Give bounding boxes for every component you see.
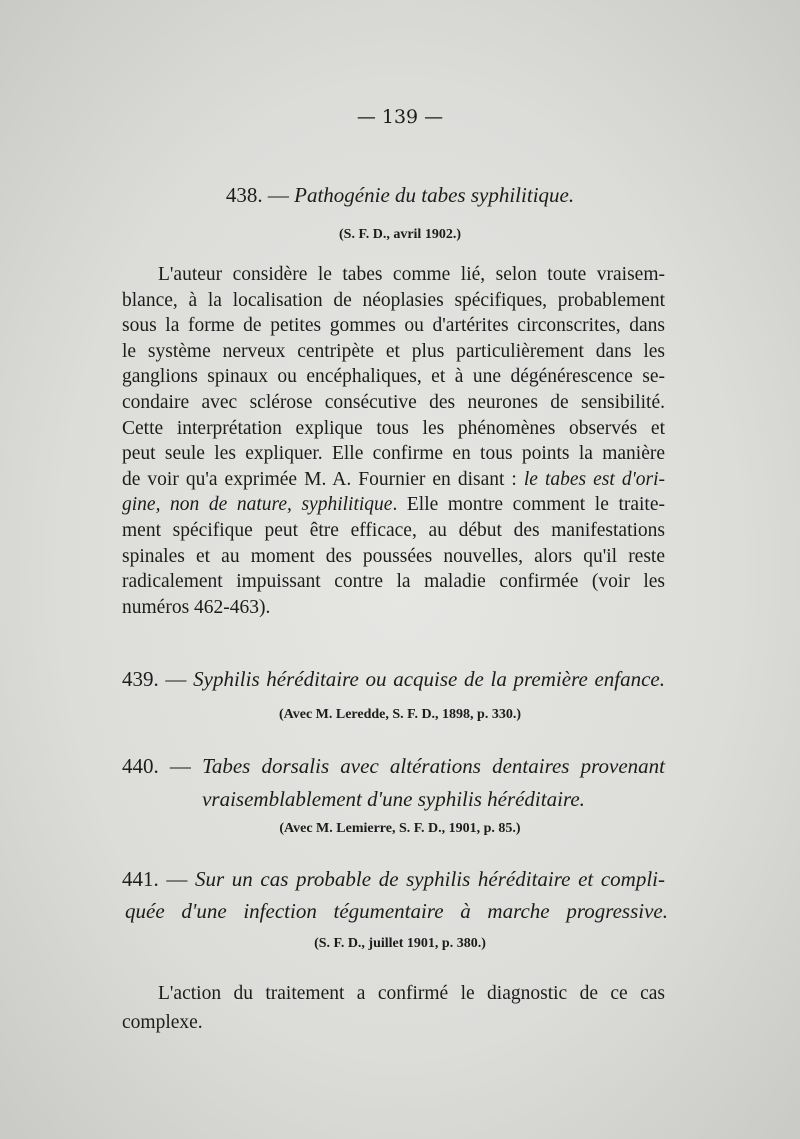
- entry-438-heading: [0, 183, 800, 208]
- text: blance, à la localisation de néoplasies spécifiques, probablement: [122, 289, 665, 311]
- text: peut seule les expliquer. Elle confirme en tous points la manière: [122, 443, 665, 465]
- text: ganglions spinaux ou encéphaliques, et à une dégénérescence se-: [122, 366, 665, 388]
- italic-text: le tabes est d'ori-: [523, 468, 665, 490]
- entry-440-heading: [122, 751, 665, 782]
- text: numéros 462-463).: [122, 596, 271, 618]
- text: ment spécifique peut être efficace, au début des manifestations: [122, 520, 665, 541]
- entry-439-citation: (Avec M. Leredde, S. F. D., 1898, p. 330.): [279, 707, 521, 722]
- entry-title: Syphilis héréditaire ou acquise de la première enfance.: [193, 667, 666, 691]
- text: le système nerveux centripète et plus particulièrement dans les: [122, 340, 665, 362]
- text: . Elle montre comment le traite-: [392, 494, 665, 516]
- entry-title: Tabes dorsalis avec altérations dentaires provenant: [202, 754, 665, 778]
- text: L'auteur considère le tabes comme lié, selon toute vraisem-: [158, 264, 665, 285]
- entry-number: 440. —: [122, 754, 191, 778]
- italic-text: gine, non de nature, syphilitique: [122, 494, 393, 516]
- text: condaire avec sclérose consécutive des neurones de sensibilité.: [122, 392, 665, 413]
- text: complexe.: [122, 1012, 203, 1033]
- entry-title: Pathogénie du tabes syphilitique.: [294, 183, 575, 207]
- entry-439-heading: [122, 664, 665, 695]
- text: L'action du traitement a confirmé le diagnostic de ce cas: [158, 983, 665, 1004]
- paragraph-line: [122, 592, 665, 623]
- entry-number: 438. —: [225, 183, 289, 207]
- text: Cette interprétation explique tous les phénomènes observés et: [122, 417, 665, 439]
- text: radicalement impuissant contre la maladie confirmée (voir les: [122, 571, 665, 593]
- entry-number: 441. —: [122, 867, 188, 891]
- entry-title: Sur un cas probable de syphilis héréditaire et compli-: [195, 867, 666, 891]
- entry-441-heading: [122, 864, 665, 895]
- entry-440-title-line2: vraisemblablement d'une syphilis héréditaire.: [202, 787, 585, 811]
- page-number: — 139 —: [356, 106, 444, 128]
- text: sous la forme de petites gommes ou d'artérites circonscrites, dans: [122, 315, 665, 337]
- entry-441-title-line2: quée d'une infection tégumentaire à marche progressive.: [125, 899, 668, 923]
- entry-441-citation: (S. F. D., juillet 1901, p. 380.): [314, 936, 486, 951]
- paragraph-line: [122, 1007, 665, 1038]
- text: spinales et au moment des poussées nouvelles, alors qu'il reste: [122, 545, 665, 567]
- entry-438-citation: (S. F. D., avril 1902.): [339, 227, 461, 242]
- text: de voir qu'a exprimée M. A. Fournier en disant :: [122, 468, 524, 490]
- paragraph-line: [158, 978, 665, 1009]
- entry-440-citation: (Avec M. Lemierre, S. F. D., 1901, p. 85.): [279, 821, 521, 836]
- entry-number: 439. —: [122, 667, 187, 691]
